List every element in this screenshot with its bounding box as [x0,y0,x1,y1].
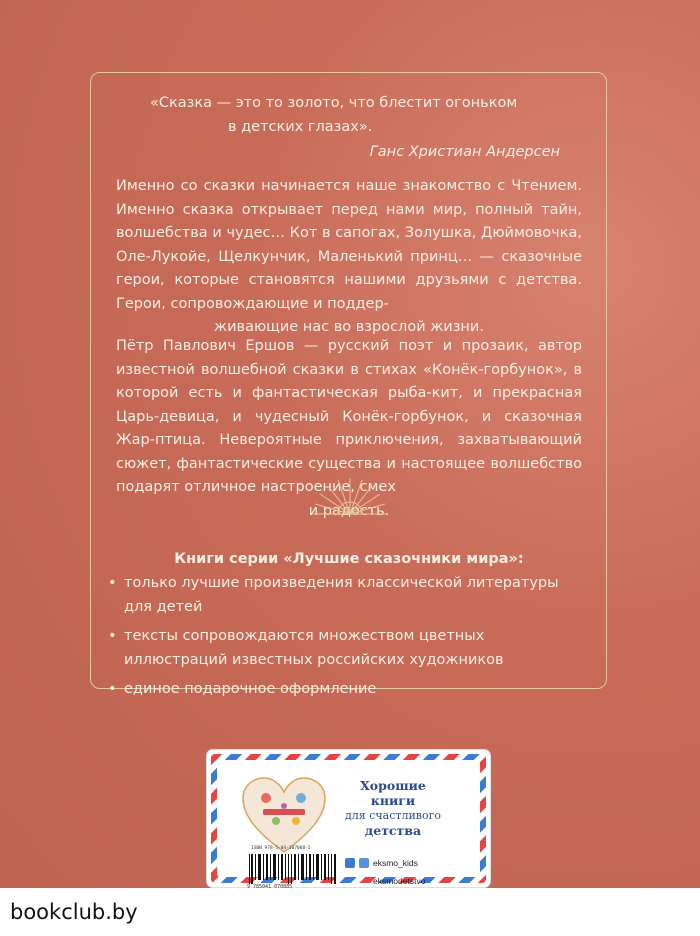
series-features-list [108,572,588,708]
epigraph-author: Ганс Христиан Андерсен [369,144,560,160]
author-paragraph-last: и радость. [308,502,390,519]
list-item: • тексты сопровождаются множеством цветных иллюстраций известных российских художников [108,625,588,672]
slogan-line3: для счастливого [345,809,441,822]
publisher-sticker [207,750,490,890]
slogan-line4: детства [364,823,422,838]
isbn-text: ISBN 978-5-04-107088-5 [251,846,311,851]
social-links [345,858,425,894]
social-handle-detstvo: eksmodetstvo [373,876,426,886]
site-watermark: bookclub.by [10,900,138,924]
list-item: • только лучшие произведения классической литературы для детей [108,572,588,619]
sticker-slogan [339,778,447,838]
instagram-icon [359,858,369,868]
epigraph-line1: «Сказка — это то золото, что блестит огоньком [150,95,518,111]
barcode-digits: 9 785041 070885 [247,884,293,890]
sticker-body [217,760,480,890]
series-title: Книги серии «Лучшие сказочники мира»: [174,551,524,567]
barcode-icon [247,854,339,884]
author-paragraph-body: Пётр Павлович Ершов — русский поэт и прозаик, автор известной волшебной сказки в стихах «Конёк-горбунок», в которой есть и фантастическая рыба-кит, и прекрасная Царь-девица, и чудесный Конёк-горбунок, и сказочная Жар-птица. Невероятные приключения, захватывающий сюжет, фантастические существа и настоящее волшебство подарят отличное настроение, смех [116,338,582,495]
epigraph [150,92,560,165]
slogan-line1: Хорошие [360,778,426,793]
social-handle-kids: eksmo_kids [373,858,418,868]
slogan-line2: книги [370,793,416,808]
intro-paragraph-body: Именно со сказки начинается наше знакомство с Чтением. Именно сказка открывает перед нами мир, полный тайн, волшебства и чудес… Кот в сапогах, Золушка, Дюймовочка, Оле-Лукойе, Щелкунчик, Маленький принц… — сказочные герои, которые становятся нашими друзьями с детства. Герои, сопровождающие и поддер- [116,178,582,312]
intro-paragraph [116,175,582,340]
list-item: • единое подарочное оформление [108,678,588,702]
social-row-detstvo [345,876,425,886]
epigraph-line2: в детских глазах». [228,118,373,135]
sunburst-ornament-icon [310,472,390,522]
vk-icon [345,858,355,868]
intro-paragraph-last: живающие нас во взрослой жизни. [214,319,484,335]
social-row-kids [345,858,425,868]
heart-logo-icon [241,776,327,856]
